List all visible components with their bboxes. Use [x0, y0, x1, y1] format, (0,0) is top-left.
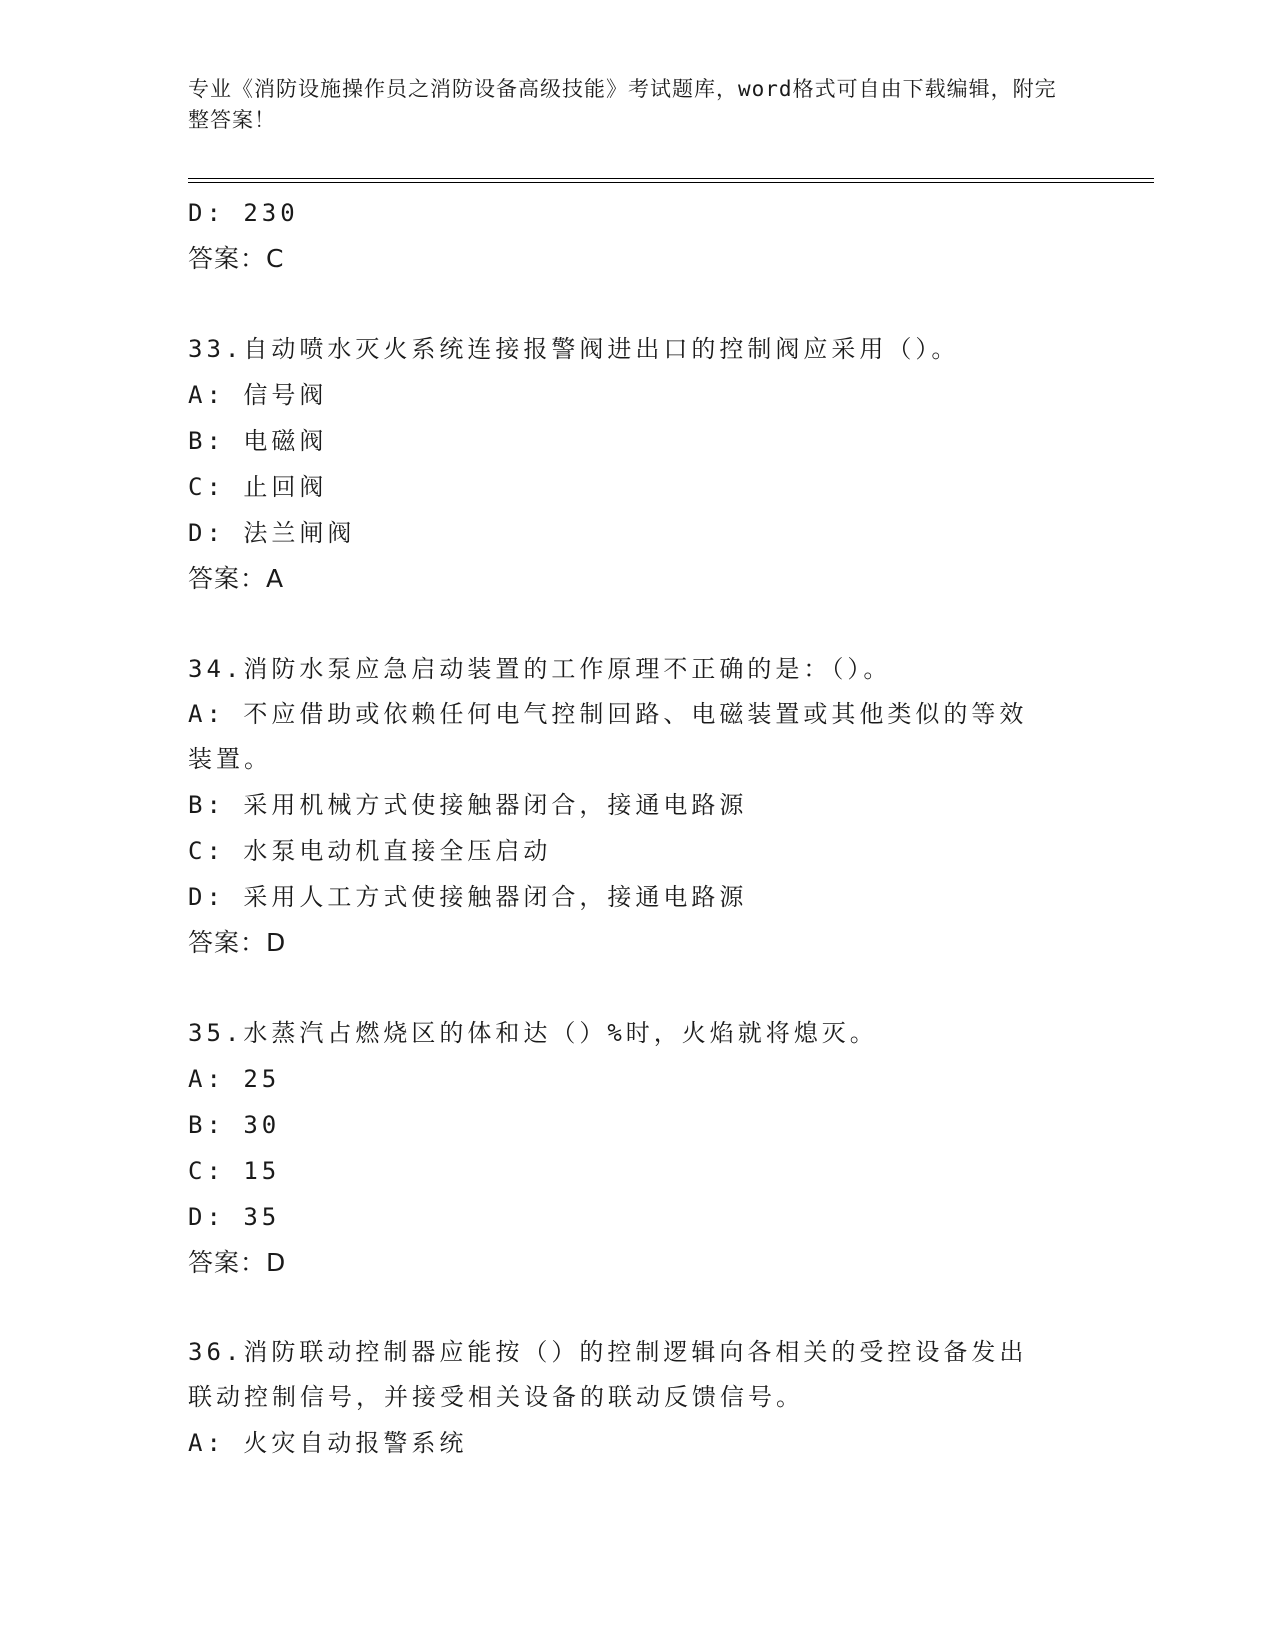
- option-b: B: 采用机械方式使接触器闭合，接通电路源: [188, 791, 748, 819]
- question-stem: 35.水蒸汽占燃烧区的体和达（）%时，火焰就将熄灭。: [188, 1019, 878, 1047]
- option-b: B: 30: [188, 1111, 281, 1139]
- question-36: [188, 1330, 1088, 1466]
- option-c: C: 止回阀: [188, 473, 328, 501]
- option-d: D: 法兰闸阀: [188, 519, 356, 547]
- option-d: D: 采用人工方式使接触器闭合，接通电路源: [188, 883, 748, 911]
- header-rule-bottom: [188, 182, 1154, 183]
- option-c: C: 水泵电动机直接全压启动: [188, 837, 552, 865]
- answer: 答案：A: [188, 564, 285, 593]
- question-35: [188, 1010, 1088, 1286]
- answer: 答案：C: [188, 244, 285, 273]
- question-list: [188, 190, 1088, 1466]
- answer: 答案：D: [188, 1248, 287, 1277]
- option-c: C: 15: [188, 1157, 281, 1185]
- question-stem: 34.消防水泵应急启动装置的工作原理不正确的是：（）。: [188, 655, 892, 683]
- option-b: B: 电磁阀: [188, 427, 328, 455]
- question-stem: 36.消防联动控制器应能按（）的控制逻辑向各相关的受控设备发出联动控制信号，并接受相关设备的联动反馈信号。: [188, 1338, 1028, 1411]
- option-d: D: 230: [188, 199, 299, 227]
- question-34: [188, 646, 1088, 966]
- question-stem: 33.自动喷水灭火系统连接报警阀进出口的控制阀应采用（）。: [188, 335, 960, 363]
- option-a: A: 信号阀: [188, 381, 328, 409]
- question-33: [188, 326, 1088, 602]
- option-a: A: 25: [188, 1065, 281, 1093]
- option-d: D: 35: [188, 1203, 281, 1231]
- header-rule-top: [188, 178, 1154, 179]
- answer: 答案：D: [188, 928, 287, 957]
- option-a: A: 不应借助或依赖任何电气控制回路、电磁装置或其他类似的等效装置。: [188, 700, 1028, 773]
- document-header: 专业《消防设施操作员之消防设备高级技能》考试题库，word格式可自由下载编辑，附完整答案！: [188, 77, 1057, 132]
- option-a: A: 火灾自动报警系统: [188, 1429, 468, 1457]
